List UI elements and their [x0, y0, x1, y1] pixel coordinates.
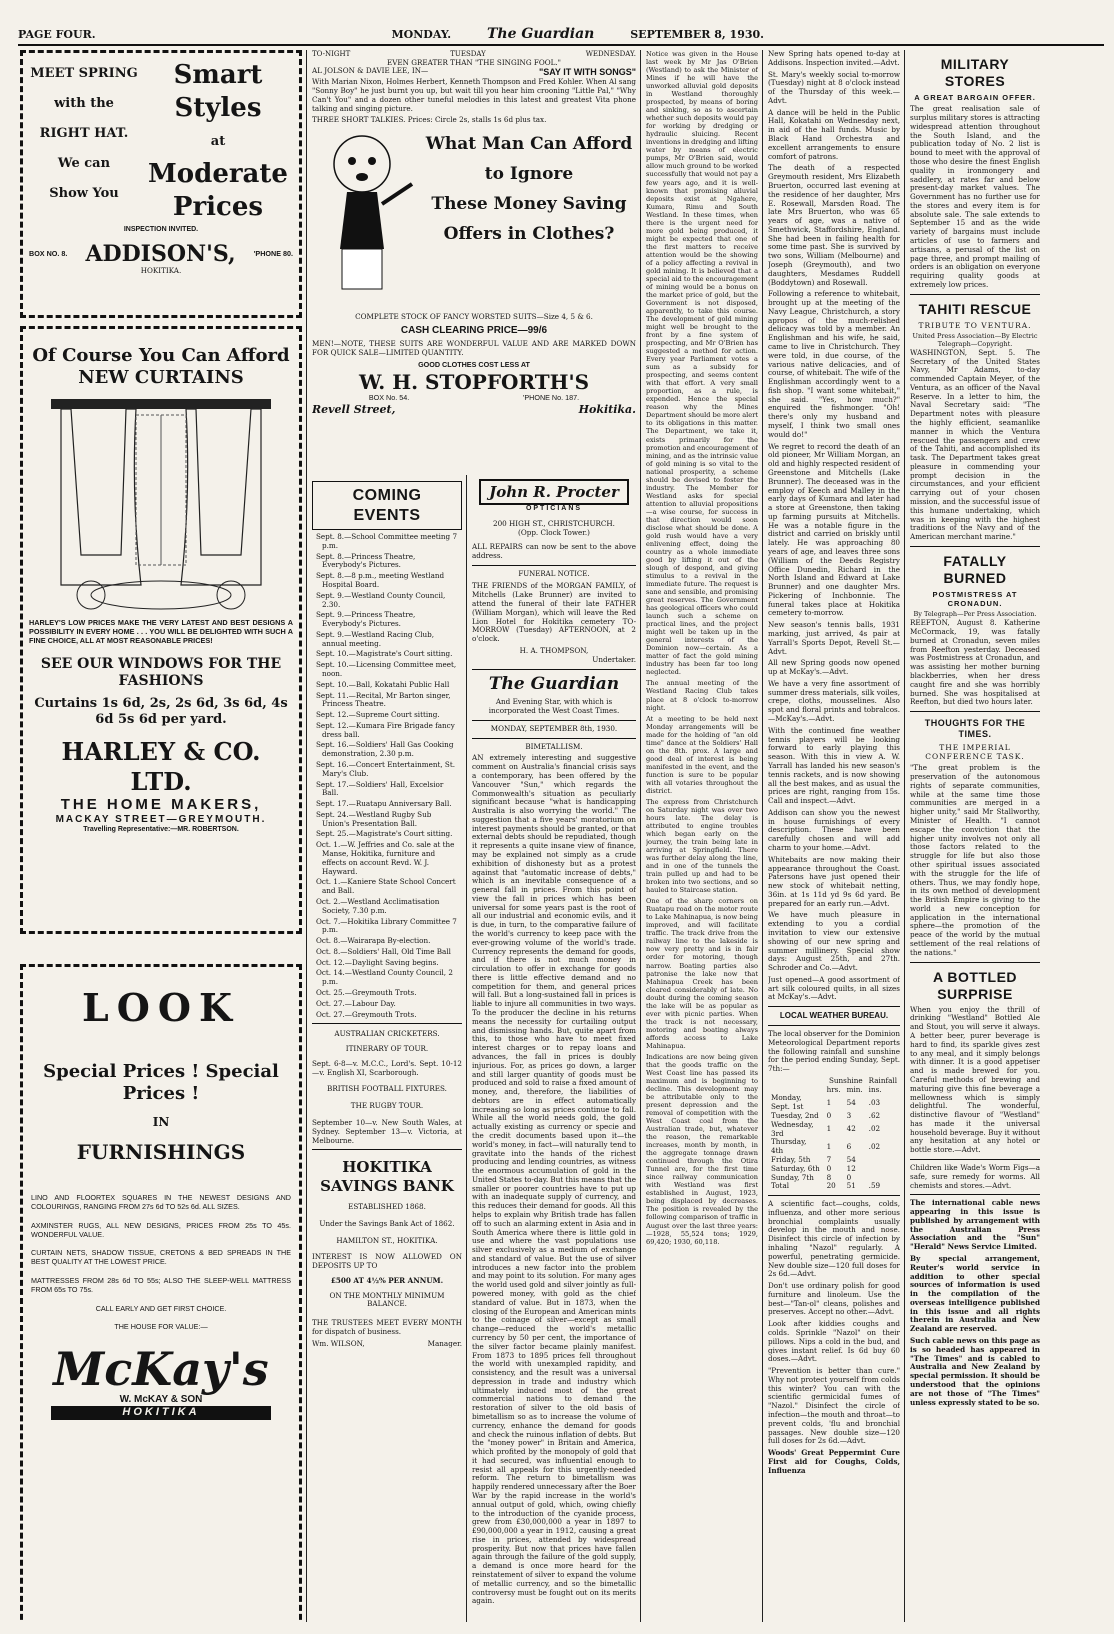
news-paragraph: "The great problem is the preservation of the autonomous rights of separate communities, while at the same time those communities are merged in a higher unity," said Mr Stallworthy, Minister of Health. "I cannot escape the conviction that the higher unity involves not only all those factors related to the struggle for life but also those other spiritual issues associated with the struggle for the life of others. Thus, we may fondly hope, in its own method of development the British Empire is giving to the world a new conception for application in the international sphere—the promotion of the peace of the world by the mutual settlement of the real relations of the nations.": [910, 763, 1040, 957]
event-item: Oct. 7.—Hokitika Library Committee 7 p.m.: [316, 916, 457, 935]
mckay-in: IN: [152, 1115, 170, 1130]
weather-day: Tuesday, 2nd: [771, 1111, 819, 1121]
header-day: MONDAY.: [391, 28, 452, 42]
addison-line: Styles: [174, 93, 262, 123]
event-item: Oct. 2.—Westland Acclimatisation Society, 7.30 p.m.: [316, 896, 440, 915]
mckay-logo-firm: W. McKAY & SON: [119, 1394, 203, 1406]
headline: TAHITI RESCUE: [918, 300, 1032, 317]
mckay-special: Special Prices ! Special Prices !: [43, 1061, 279, 1105]
column-rule: [306, 50, 307, 1622]
events-list: [312, 533, 462, 1019]
news-paragraph: Just opened—A good assortment of art silk coloured quilts, in all sizes at McKay's.—Advt.: [768, 974, 900, 1002]
event-item: Sept. 9.—Westland Racing Club, annual meeting.: [316, 629, 435, 648]
weather-day: Sunday, 7th: [771, 1172, 814, 1182]
stopforth-text: GOOD CLOTHES COST LESS AT: [418, 359, 530, 369]
addison-line: Moderate: [148, 159, 288, 189]
stopforth-text: COMPLETE STOCK OF FANCY WORSTED SUITS—Size 4, 5 & 6.: [355, 312, 593, 322]
weather-min: 54: [846, 1154, 856, 1164]
addison-line: Prices: [172, 192, 264, 222]
funeral-title: FUNERAL NOTICE.: [518, 569, 590, 578]
weather-header: Rainfall: [868, 1075, 897, 1085]
weather-hrs: 1: [826, 1124, 832, 1134]
subheadline: THE IMPERIAL CONFERENCE TASK.: [925, 743, 1025, 762]
bank-title: SAVINGS BANK: [320, 1176, 454, 1195]
mckay-look: LOOK: [82, 985, 240, 1030]
column-5: [768, 50, 900, 1622]
cartoon-man-illustration: [312, 129, 422, 299]
harley-body: HARLEY'S LOW PRICES MAKE THE VERY LATEST AND BEST DESIGNS A POSSIBILITY IN EVERY HOME . . . YOU WILL BE DELIGHTED WITH SUCH A FINE CHOICE, ALL AT MOST REASONABLE PRICES!: [29, 617, 293, 645]
header-masthead: The Guardian: [487, 26, 595, 43]
weather-ins: .62: [868, 1111, 881, 1121]
addison-line: RIGHT HAT.: [39, 126, 129, 141]
mckay-text: THE HOUSE FOR VALUE:—: [114, 1322, 208, 1332]
weather-min: 6: [846, 1141, 852, 1151]
event-item: Sept. 9.—Princess Theatre, Everybody's Pictures.: [316, 610, 416, 629]
procter-logo: John R. Procter: [479, 479, 629, 505]
weather-day: Wednesday, 3rd: [771, 1119, 814, 1138]
event-item: Sept. 8.—Princess Theatre, Everybody's Pictures.: [316, 551, 416, 570]
stopforth-headline: These Money Saving: [431, 194, 627, 215]
weather-min: 12: [846, 1163, 856, 1173]
harley-advert: [20, 326, 302, 934]
stopforth-text: BOX No. 54.: [368, 392, 410, 402]
editorial-title: BIMETALLISM.: [525, 741, 583, 751]
column-4: [646, 50, 758, 1622]
weather-ins: .02: [868, 1141, 881, 1151]
harley-prices: Curtains 1s 6d, 2s, 2s 6d, 3s 6d, 4s 6d 5s 6d per yard.: [34, 695, 288, 727]
weather-header: Sunshine: [828, 1075, 863, 1085]
weather-row: [768, 1121, 900, 1139]
stopforth-headline: What Man Can Afford: [425, 134, 633, 155]
addison-line: Smart: [173, 60, 263, 90]
mckay-text: CALL EARLY AND GET FIRST CHOICE.: [95, 1303, 227, 1313]
weather-title: LOCAL WEATHER BUREAU.: [779, 1011, 889, 1021]
stopforth-name: W. H. STOPFORTH'S: [358, 369, 590, 394]
weather-min: 42: [846, 1124, 856, 1134]
stopforth-text: Hokitika.: [578, 402, 636, 416]
column-rule: [466, 475, 467, 1622]
mckay-text: CURTAIN NETS, SHADOW TISSUE, CRETONS & BED SPREADS IN THE BEST QUALITY AT THE LOWEST PRICE.: [31, 1248, 291, 1267]
weather-hrs: 8: [826, 1172, 832, 1182]
news-paragraph: Notice was given in the House last week by Mr Jas O'Brien (Westland) to ask the Minister of Mines if he will have the unworked alluvial gold deposits in Westland thoroughly prospected, by means of boring and sinking, so as to ascertain whether such deposits would pay for working by dredging or hydraulic sluicing. Recent inventions in dredging and lifting water by means of electric pumps, Mr O'Brien said, would allow much ground to be worked successfully that would not pay a few years ago, and it is well-known that promising alluvial deposits exist at Ngahere, Kumara, Rimu and South Westland. In these times, when there is the urgent need for more gold being produced, it might be expected that one of the first matters to receive attention would be the showing of a policy affecting a revival in gold mining. It is believed that a special aid to the encouragement of mining would be a bonus on the market price of gold, but the Government is not disposed, apparently, to take this course. The development of gold mining might well be brought to the front by a fine system of prospecting, and Mr O'Brien has suggested a method for action. Every year Parliament votes a sum as a subsidy for prospecting, and seems content with that effort. A very small proportion, as a rule, is expended. Hence the special reason why the Mines Department should be more alert to its obligations in this matter. The Department, we take it, exists primarily for the promotion and encouragement of mining, and as the intrinsic value of gold mining is so vital to the national prosperity, a scheme should be devised to foster the industry. The Member for Westland asks for special attention to alluvial propositions—a wise course, for success in that direction would soon disclose what should be done. A gold rush would have a very enlivening effect, doing the country as a whole immediate good by lifting it out of the slough of despond, and giving stimulus to a revival in the immediate future. The request is sane and sensible, and promising great reserves. The Government has geological officers who could launch such a scheme on practical lines, and the project might well be taken up in the general interests of the Dominion now—certain. As a matter of fact the gold mining industry has been far too long neglected.: [646, 50, 758, 677]
harley-home: THE HOME MAKERS,: [60, 795, 262, 813]
harley-firm: HARLEY & CO. LTD.: [61, 737, 261, 796]
event-item: Sept. 8.—School Committee meeting 7 p.m.: [316, 532, 458, 550]
weather-unit: ins.: [868, 1084, 882, 1094]
event-item: Oct. 25.—Greymouth Trots.: [316, 987, 417, 997]
stopforth-text: TO-NIGHT: [312, 50, 351, 58]
stopforth-headline: to Ignore: [484, 164, 574, 185]
news-paragraph: Whitebaits are now making their appearance throughout the Coast. Patersons have just opened their new stock of whitebait netting, 36in. at 1s 11d yd 9s 6d yard. Be prepared for an early run.—Advt.: [768, 854, 900, 908]
weather-day: Saturday, 6th: [771, 1163, 820, 1173]
coming-events-title: COMING EVENTS: [312, 481, 462, 530]
headline: MILITARY STORES: [940, 56, 1010, 90]
weather-day: Friday, 5th: [771, 1154, 811, 1164]
bank-rate: £500 AT 4½% PER ANNUM.: [330, 1275, 444, 1285]
bank-title: HOKITIKA: [342, 1158, 432, 1177]
page-header: [18, 26, 1104, 46]
credit-line: By Telegraph—Per Press Association.: [913, 610, 1037, 619]
stopforth-text: With Marian Nixon, Holmes Herbert, Kenneth Thompson and Fred Kohler. When Al sang "Sonny Boy" he just burnt you up, but wait till you hear him crooning "Little Pal," "Why Can't You" and a dozen other tuneful melodies in this latest and greatest Vita phone talking and singing picture.: [312, 77, 636, 113]
procter-address: 200 HIGH ST., CHRISTCHURCH.: [493, 518, 615, 528]
harley-heading: NEW CURTAINS: [78, 366, 244, 388]
event-item: Sept. 10.—Licensing Committee meet, noon.: [316, 660, 457, 678]
event-item: Sept. 24.—Westland Rugby Sub Union's Presentation Ball.: [316, 809, 432, 828]
mckay-text: MATTRESSES FROM 28s 6d TO 55s; ALSO THE SLEEP-WELL MATTRESS FROM 65s TO 75s.: [31, 1275, 291, 1294]
news-paragraph: With the continued fine weather tennis players will be looking forward to early playing this season. With this in view A. W. Yarrall has landed his new season's tennis rackets, and is now showing all the best makes, and as usual the prices are right, ranging from 15s. Call and inspect.—Advt.: [768, 725, 900, 806]
event-item: Oct. 27.—Labour Day.: [316, 998, 396, 1008]
section-heading: BRITISH FOOTBALL FIXTURES.: [327, 1084, 447, 1094]
harley-street: MACKAY STREET—GREYMOUTH.: [55, 814, 267, 826]
column-2: [312, 475, 462, 1622]
news-paragraph: Indications are now being given that the goods traffic on the West Coast line has passed its maximum and is beginning to decline. This development may be attributable only to the present depression and the removal of competition with the West Coast coal from the Australian trade, but, whatever the reason, the remarkable increases, month by month, in the aggregate tonnage drawn continued through the Otira Tunnel are, for the first time since railway communication with Westland was first established in August, 1923, being displaced by decreases. The position is revealed by the following comparison of traffic in August over the last three years:—1928, 55,524 tons; 1929, 69,420; 1930, 60,118.: [646, 1052, 758, 1246]
harley-see: SEE OUR WINDOWS FOR THE FASHIONS: [40, 655, 282, 689]
bank-text: ON THE MONTHLY MINIMUM BALANCE.: [329, 1290, 445, 1309]
weather-hrs: 1: [826, 1141, 832, 1151]
event-item: Oct. 8.—Soldiers' Hall, Old Time Ball: [316, 946, 451, 956]
event-item: Sept. 16.—Concert Entertainment, St. Mary's Club.: [316, 760, 456, 778]
subheadline: TRIBUTE TO VENTURA.: [918, 320, 1032, 330]
weather-ins: .59: [868, 1181, 881, 1191]
addison-box: BOX NO. 8.: [29, 248, 68, 258]
headline: FATALLY BURNED: [943, 552, 1007, 587]
bank-signature: Wm. WILSON,: [312, 1338, 365, 1348]
event-item: Sept. 11.—Recital, Mr Barton singer, Princess Theatre.: [316, 690, 451, 709]
event-item: Oct. 1.—W. Jeffries and Co. sale at the Manse, Hokitika, furniture and effects on account Revd. W. J. Hayward.: [316, 840, 455, 876]
procter-sub: OPTICIANS: [525, 505, 583, 513]
mckay-logo-town: HOKITIKA: [51, 1406, 271, 1419]
event-item: Sept. 17.—Soldiers' Hall, Excelsior Ball.: [316, 779, 444, 798]
addison-phone: 'PHONE 80.: [253, 248, 293, 258]
headline: THOUGHTS FOR THE TIMES.: [924, 718, 1026, 740]
news-paragraph: Woods' Great Peppermint Cure First aid for Coughs, Colds, Influenza: [768, 1448, 900, 1475]
stopforth-text: MEN!—NOTE, THESE SUITS ARE WONDERFUL VALUE AND ARE MARKED DOWN FOR QUICK SALE—LIMITED QUANTITY.: [312, 339, 636, 357]
news-paragraph: The great realisation sale of surplus military stores is attracting widespread attention throughout the South Island, and the publication today of No. 2 list is bound to meet with the approval of those who desire the finest English quality in ironmongery and saddlery, at rates far and below present-day market values. The Government has no further use for the stores and every item is for absolute sale. The sale extends to September 15 and as the wide variety of bargains must include articles of use to farmers and artisans, a perusal of the list on page three, and prompt mailing of orders is an obligation on everyone requiring quality goods at extremely low prices.: [910, 104, 1040, 289]
event-item: Sept. 10.—Magistrate's Court sitting.: [316, 649, 453, 659]
tour-text: Sept. 6-8—v. M.C.C., Lord's. Sept. 10-12—v. English XI, Scarborough.: [312, 1058, 462, 1077]
news-paragraph: All new Spring goods now opened up at McKay's.—Advt.: [768, 658, 900, 677]
section-heading: THE RUGBY TOUR.: [350, 1101, 424, 1111]
stopforth-text: 'PHONE No. 187.: [523, 392, 580, 402]
event-item: Oct. 12.—Daylight Saving begins.: [316, 957, 439, 967]
editorial-body: AN extremely interesting and suggestive comment on Australia's financial crisis says a contemporary, has been offered by the Vancouver "Sun," which regards the Commonwealth's situation as peculiarly significant because "what is handicapping Australia is also worrying the world." The suggestion that a five years' moratorium on interest payments should be granted, or that external debts should be repudiated, though it represents a quite insane view of finance, may be explained not simply as a crude exhibition of dishonesty but as a protest against that "automatic increase of debts," which is an inevitable consequence of a general fall in prices. From this point of view the fall in prices which has been universal for some years past is the root of all our industrial and economic evils, and it is due, in turn, to the comparative failure of the world's currency to keep pace with the ever-growing volume of the world's trade. Currency represents the demand for goods, and if there is not much money in circulation to offer in exchange for goods there is little effective demand and no competition for them, and general prices will fall. But a long-sustained fall in prices is liable to injure all communities in two ways. To the producer the decline in his returns means the necessity for curtailing output and dismissing hands. But, quite apart from this, to those who have to meet fixed interest charges or to repay loans and advances, the fall in prices is doubly injurious. For, as prices go down, a larger and still larger quantity of goods must be produced and sold to raise a fixed amount of money, and, therefore, the liabilities of debtors are in effect automatically increasing so long as prices continue to fall. While all the world needs gold, the gold actually existing as currency or specie and the credit documents based upon it—the world's money, in fact—will naturally tend to gravitate into the hands of the richest producing and lending countries, as witness the enormous accumulation of gold in the United States to-day. But this means that the smaller or poorer countries have to put up with an inadequate supply of currency, and this reduces their demand for goods. All this helps to explain why British trade has fallen off to such an alarming extent in Asia and in South America where there is little gold in use and where the vast populations use silver exclusively as a medium of exchange and standard of value. But the use of silver introduces a new factor into the problem and may point to its solution. For many ages the world used gold and silver jointly as full-powered money, with gold as the chief standard of value. But in 1873, when the closing of the European and American mints to the coinage of silver—except as small change—reduced the world's metallic currency by 50 per cent, the importance of the silver factor became plainly manifest. From 1873 to 1895 prices fell throughout the world with unexampled rapidity, and consistency, and the result was a universal depression in trade and industry which ultimately induced most of the great commercial nations to demand the restoration of silver to the old basis of bimetallism so as to increase the volume of currency, enhance the demand for goods and check the ruinous inflation of debts. But the "money power" in Britain and America, which profited by the monopoly of gold that it had secured, was influential enough to resist all appeals for this urgently-needed reform. The return to bimetallism was happily rendered unnecessary after the Boer War by the rapid increase in the world's annual output of gold, which, owing chiefly to the introduction of the cyanide process, grew from £30,000,000 a year in 1897 to £90,000,000 a year in 1912, causing a great rise in prices, attended by widespread prosperity. But now that prices have fallen again through the failure of the gold supply, a demand is once more heard for the reinstatement of silver to expand the volume of metallic currency, and so the bimetallic controversy must be fought out on its merits again.: [472, 753, 636, 1606]
page-number: PAGE FOUR.: [18, 28, 96, 42]
column-3: [472, 475, 636, 1622]
stopforth-advert: [312, 50, 636, 470]
news-paragraph: St. Mary's weekly social to-morrow (Tuesday) night at 8 o'clock instead of the Thursday of this week.—Advt.: [768, 69, 900, 105]
event-item: Sept. 10.—Ball, Kokatahi Public Hall: [316, 679, 450, 689]
addison-line: with the: [54, 96, 114, 111]
bank-text: INTEREST IS NOW ALLOWED ON DEPOSITS UP TO: [312, 1252, 462, 1271]
weather-row: [768, 1094, 900, 1112]
weather-total-label: Total: [771, 1181, 790, 1191]
procter-address: (Opp. Clock Tower.): [518, 527, 590, 537]
news-paragraph: The express from Christchurch on Saturday night was over two hours late. The delay is attributed to engine troubles which began early on the journey, the train being late in arriving at Springfield. There was further delay along the line, and in one of the tunnels the train pulled up and had to be broken into two sections, and so hauled to Staircase station.: [646, 797, 758, 895]
stopforth-film: "SAY IT WITH SONGS": [538, 67, 636, 78]
news-paragraph: Don't use ordinary polish for good furniture and linoleum. Use the best—"Tan-ol" cleans, polishes and preserves. Accept no other.—Advt.: [768, 1281, 900, 1317]
weather-ins: [866, 1165, 900, 1174]
weather-intro: The local observer for the Dominion Meteorological Department reports the following rainfall and sunshine for the period ending Sunday, Sept. 7th:—: [768, 1029, 900, 1074]
news-paragraph: We regret to record the death of an old pioneer, Mr William Morgan, an old and highly respected resident of Greenstone and Mitchells (Lake Brunner). The deceased was in the employ of Keech and Malley in the early days of Kumara and later had a store at Greenstone, then taking up farming pursuits at Mitchells. He was a notable figure in the district and carried on briskly until lately. He was approaching 80 years of age, and leaves three sons (William of the Deeds Registry Office Dunedin, Richard in the North Island and Edward at Lake Brunner) and one daughter Mrs. Pickering of Inchbonnie. The funeral takes place at Hokitika cemetery to-morrow.: [768, 441, 900, 618]
news-paragraph: The international cable news appearing in this issue is published by arrangement with the Australian Press Association and the "Sun" "Herald" News Service Limited.: [910, 1198, 1040, 1252]
stopforth-text: Revell Street,: [312, 402, 396, 416]
event-item: Oct. 1.—Kaniere State School Concert and Ball.: [316, 877, 456, 896]
weather-min: 0: [846, 1172, 852, 1182]
bank-text: HAMILTON ST., HOKITIKA.: [336, 1235, 438, 1245]
editorial-subtitle: And Evening Star, with which is incorporated the West Coast Times.: [488, 697, 620, 716]
weather-unit: hrs.: [826, 1084, 841, 1094]
section-heading: AUSTRALIAN CRICKETERS.: [334, 1029, 440, 1039]
weather-row: [768, 1138, 900, 1156]
news-paragraph: "Prevention is better than cure." Why not protect yourself from colds this winter? You can with the scientific germicidal fumes of "Nazol." Disinfect the circle of infection—the mouth and throat—to prevent colds, 'flu and bronchial passages. New double size—120 full doses for 2s 6d.—Advt.: [768, 1366, 900, 1446]
stopforth-text: AL JOLSON & DAVIE LEE, IN—: [312, 66, 429, 76]
event-item: Sept. 17.—Ruatapu Anniversary Ball.: [316, 799, 452, 809]
subheadline: POSTMISTRESS AT CRONADUN.: [932, 590, 1018, 609]
mckay-logo-script: McKay's: [53, 1342, 269, 1397]
weather-ins: .02: [868, 1124, 881, 1134]
event-item: Sept. 8.—8 p.m., meeting Westland Hospital Board.: [316, 571, 445, 589]
stopforth-text: EVEN GREATER THAN "THE SINGING FOOL.": [386, 57, 561, 67]
stopforth-text: WEDNESDAY.: [585, 50, 636, 58]
news-paragraph: Following a reference to whitebait, brought up at the meeting of the Navy League, Christchurch, a story apropos of the much-relished delicacy was told by a member. An Englishman and his wife, he said, came to live in Christchurch. They were told, in due course, of the various native delicacies, and of course, of whitebait. The wife of the Englishman accordingly went to a fish shop. "I want some whitebait," she said. "Yes, how much?" enquired the fishmonger. "Oh! there's only my husband and myself, I think two small ones would do!": [768, 289, 900, 439]
section-heading: ITINERARY OF TOUR.: [345, 1044, 429, 1054]
news-paragraph: New Spring hats opened to-day at Addisons. Inspection invited.—Advt.: [768, 50, 900, 67]
funeral-undertaker: Undertaker.: [592, 654, 636, 664]
news-paragraph: The death of a respected Greymouth resident, Mrs Elizabeth Bruerton, occurred last evening at the residence of her daughter, Mrs E. Rosewall, Marsden Road. The late Mrs Bruerton, who was 65 years of age, was a native of Smethwick, Staffordshire, England. She had been in failing health for some time past. She is survived by two sons, William (Melbourne) and Joseph (Greymouth), and two daughters, Mesdames Ruddell (Boddytown) and Rosewall.: [768, 163, 900, 287]
bank-text: ESTABLISHED 1868.: [348, 1201, 426, 1211]
news-paragraph: One of the sharp corners on Ruatapu road on the motor route to Lake Mahinapua, is now being improved, and will facilitate traffic. The track drive from the railway line to the lakeside is now very pretty and is in fair order for motoring, though narrow. Boating parties also patronise the lake now that Mahinapua Creek has been cleared considerably of late. No doubt during the coming season the lake will be as popular as ever with picnic parties. When the track is not necessary, motoring and boating always affords access to Lake Mahinapua.: [646, 897, 758, 1050]
bank-text: Under the Savings Bank Act of 1862.: [319, 1218, 455, 1228]
event-item: Oct. 14.—Westland County Council, 2 p.m.: [316, 968, 453, 987]
weather-unit: min.: [846, 1084, 863, 1094]
weather-min: 54: [846, 1097, 856, 1107]
news-paragraph: We have much pleasure in extending to you a cordial invitation to view our extensive showing of our new spring and summer millinery. Special show days: August 25th, and 27th. Schroder and Co.—Advt.: [768, 910, 900, 973]
funeral-signature: H. A. THOMPSON,: [519, 645, 589, 655]
event-item: Oct. 8.—Wairarapa By-election.: [316, 936, 431, 946]
event-item: Oct. 27.—Greymouth Trots.: [316, 1009, 417, 1019]
mckay-text: AXMINSTER RUGS, ALL NEW DESIGNS, PRICES FROM 25s TO 45s. WONDERFUL VALUE.: [31, 1220, 291, 1239]
addison-town: HOKITIKA.: [140, 266, 182, 276]
weather-day: Thursday, 4th: [771, 1137, 807, 1156]
fixtures-text: September 10—v. New South Wales, at Sydney. September 13—v. Victoria, at Melbourne.: [312, 1118, 462, 1145]
procter-repairs: ALL REPAIRS can now be sent to the above address.: [472, 542, 636, 561]
addison-inspection: INSPECTION INVITED.: [123, 226, 199, 233]
editorial-date: MONDAY, SEPTEMBER 8th, 1930.: [490, 723, 618, 733]
stopforth-text: THREE SHORT TALKIES. Prices: Circle 2s, stalls 1s 6d plus tax.: [312, 115, 547, 125]
weather-hrs: 0: [826, 1163, 832, 1173]
news-paragraph: When you enjoy the thrill of drinking "Westland" Bottled Ale and Stout, you will serve it always. A better beer, purer beverage is hard to find, its sparkle gives zest to any meal, and it simply belongs with dinner. It is a good appetiser and is made brewed for you. Careful methods of brewing and maturing give this fine beverage a mellowness which is simply delightful. The wonderful, distinctive flavour of "Westland" has made it the universal household beverage. Buy it without any hesitation at any hotel or bottle store.—Advt.: [910, 1004, 1040, 1155]
curtain-illustration: [31, 395, 291, 615]
news-paragraph: Such cable news on this page as is so headed has appeared in "The Times" and is cabled to Australia and New Zealand by special permission. It should be understood that the opinions are not those of "The Times" unless expressly stated to be so.: [910, 1336, 1040, 1407]
mckay-advert: [20, 964, 302, 1622]
event-item: Sept. 12.—Kumara Fire Brigade fancy dress ball.: [316, 720, 455, 739]
weather-table: [768, 1077, 900, 1191]
news-paragraph: By special arrangement, Reuter's world service in addition to other special sources of information is used in the compilation of the overseas intelligence published in this issue and all rights therein in Australia and New Zealand are reserved.: [910, 1254, 1040, 1334]
bank-text: THE TRUSTEES MEET EVERY MONTH for dispatch of business.: [312, 1318, 462, 1336]
weather-min: 3: [846, 1111, 852, 1121]
weather-hrs: 1: [826, 1097, 832, 1107]
addison-line: MEET SPRING: [30, 66, 138, 81]
stopforth-headline: Offers in Clothes?: [443, 224, 615, 245]
stopforth-price: CASH CLEARING PRICE—99/6: [400, 324, 548, 336]
news-paragraph: Addison can show you the newest in house furnishings of every description. These have been carefully chosen and will add charm to your home.—Advt.: [768, 807, 900, 852]
news-paragraph: Look after kiddies coughs and colds. Sprinkle "Nazol" on their pillows. Nips a cold in the bud, and gives instant relief. Is 6d buy 60 doses.—Advt.: [768, 1319, 900, 1364]
editorial-masthead: The Guardian: [488, 673, 620, 694]
weather-ins: [866, 1156, 900, 1165]
addison-advert: [20, 50, 302, 318]
news-paragraph: A dance will be held in the Public Hall, Kokatahi on Wednesday next, in aid of the hall funds. Music by Black Hand Orchestra and excellent arrangements to ensure comfort of patrons.: [768, 107, 900, 161]
addison-line: Show You: [49, 186, 119, 201]
addison-line: at: [210, 134, 226, 149]
news-paragraph: REEFTON, August 8. Katherine McCormack, 19, was fatally burned at Cronadun, seven miles from Reefton yesterday. Deceased was Postmistress at Cronadun, and was assisting her mother burning blackberries, when her dress caught fire and she was horribly burned. She was hospitalised at Reefton, but died two hours later.: [910, 618, 1040, 707]
harley-heading: Of Course You Can Afford: [32, 345, 290, 366]
news-paragraph: We have a very fine assortment of summer dress materials, silk voiles, crepe, cloths, mousselines. Also spot and floral prints and tobralcos.—McKay's.—Advt.: [768, 678, 900, 724]
credit-line: United Press Association—By Electric Telegraph—Copyright.: [912, 331, 1038, 348]
news-paragraph: The annual meeting of the Westland Racing Club takes place at 8 o'clock to-morrow night.: [646, 679, 758, 712]
mckay-furnishings: FURNISHINGS: [76, 1139, 246, 1164]
mckay-logo: [51, 1344, 271, 1420]
weather-hrs: 0: [826, 1111, 832, 1121]
column-6: [910, 50, 1040, 1622]
weather-hrs: 20: [826, 1181, 836, 1191]
stopforth-text: TUESDAY: [450, 50, 486, 58]
weather-hrs: 7: [826, 1154, 832, 1164]
bank-manager: Manager.: [427, 1338, 462, 1348]
header-date: SEPTEMBER 8, 1930.: [630, 28, 764, 42]
column-rule: [762, 50, 763, 1622]
addison-line: We can: [57, 156, 111, 171]
column-1: [20, 50, 302, 1622]
news-paragraph: WASHINGTON, Sept. 5. The Secretary of the United States Navy, Mr Adams, to-day commended Captain Meyer, of the Ventura, as an officer of the Naval Reserve. In a letter to him, the Naval Secretary said: "The Department notes with pleasure the highly efficient, seamanlike manner in which the Ventura rescued the passengers and crew of the Tahiti, and accomplished its task. The Department takes great pleasure in commending your prompt decision in the circumstances, and your efficient carrying out of your chosen mission, and the successful issue of this humane undertaking, which was in keeping with the highest traditions of the Navy and of the American merchant marine.": [910, 347, 1040, 542]
news-paragraph: New season's tennis balls, 1931 marking, just arrived, 4s pair at Yarrall's Sports Depot, Revell St.—Advt.: [768, 620, 900, 656]
news-paragraph: A scientific fact—coughs, colds, influenza, and other more serious bronchial complaints usually develop in the mouth and nose. Disinfect this circle of infection by inhaling "Nazol" regularly. A powerful, penetrating germicide. New double size—120 full doses for 2s 6d.—Advt.: [768, 1199, 900, 1279]
weather-ins: .03: [868, 1097, 881, 1107]
addison-name: ADDISON'S,: [85, 240, 236, 267]
weather-day: Monday, Sept. 1st: [771, 1093, 804, 1112]
subheadline: A GREAT BARGAIN OFFER.: [914, 93, 1036, 103]
news-paragraph: At a meeting to be held next Monday arrangements will be made for the holding of "an old time" dance at the Soldiers' Hall on the 8th. prox. A large and good deal of interest is being manifested in the event, and the function is sure to be popular with all votaries throughout the district.: [646, 714, 758, 795]
event-item: Sept. 9.—Westland County Council, 2.30.: [316, 590, 446, 609]
column-rule: [640, 50, 641, 1622]
event-item: Sept. 16.—Soldiers' Hall Gas Cooking demonstration, 2.30 p.m.: [316, 740, 454, 759]
news-paragraph: Children like Wade's Worm Figs—a safe, sure remedy for worms. All chemists and stores.—Advt.: [910, 1162, 1040, 1190]
event-item: Sept. 12.—Supreme Court sitting.: [316, 710, 440, 720]
weather-min: 51: [846, 1181, 856, 1191]
mckay-text: LINO AND FLOORTEX SQUARES IN THE NEWEST DESIGNS AND COLOURINGS, RANGING FROM 27s 6d TO 52s 6d. ALL SIZES.: [31, 1193, 291, 1212]
event-item: Sept. 25.—Magistrate's Court sitting.: [316, 829, 453, 839]
harley-rep: Travelling Representative:—MR. ROBERTSON.: [83, 826, 239, 834]
funeral-body: THE FRIENDS of the MORGAN FAMILY, of Mitchells (Lake Brunner) are invited to attend the funeral of their late FATHER (William Morgan), which will leave the Red Lion Hotel for Hokitika cemetery TO-MORROW (Tuesday) AFTERNOON, at 2 o'clock.: [472, 581, 636, 644]
procter-advert: [472, 479, 636, 561]
column-rule: [904, 50, 905, 1622]
headline: A BOTTLED SURPRISE: [932, 968, 1018, 1002]
weather-total: [768, 1182, 900, 1191]
